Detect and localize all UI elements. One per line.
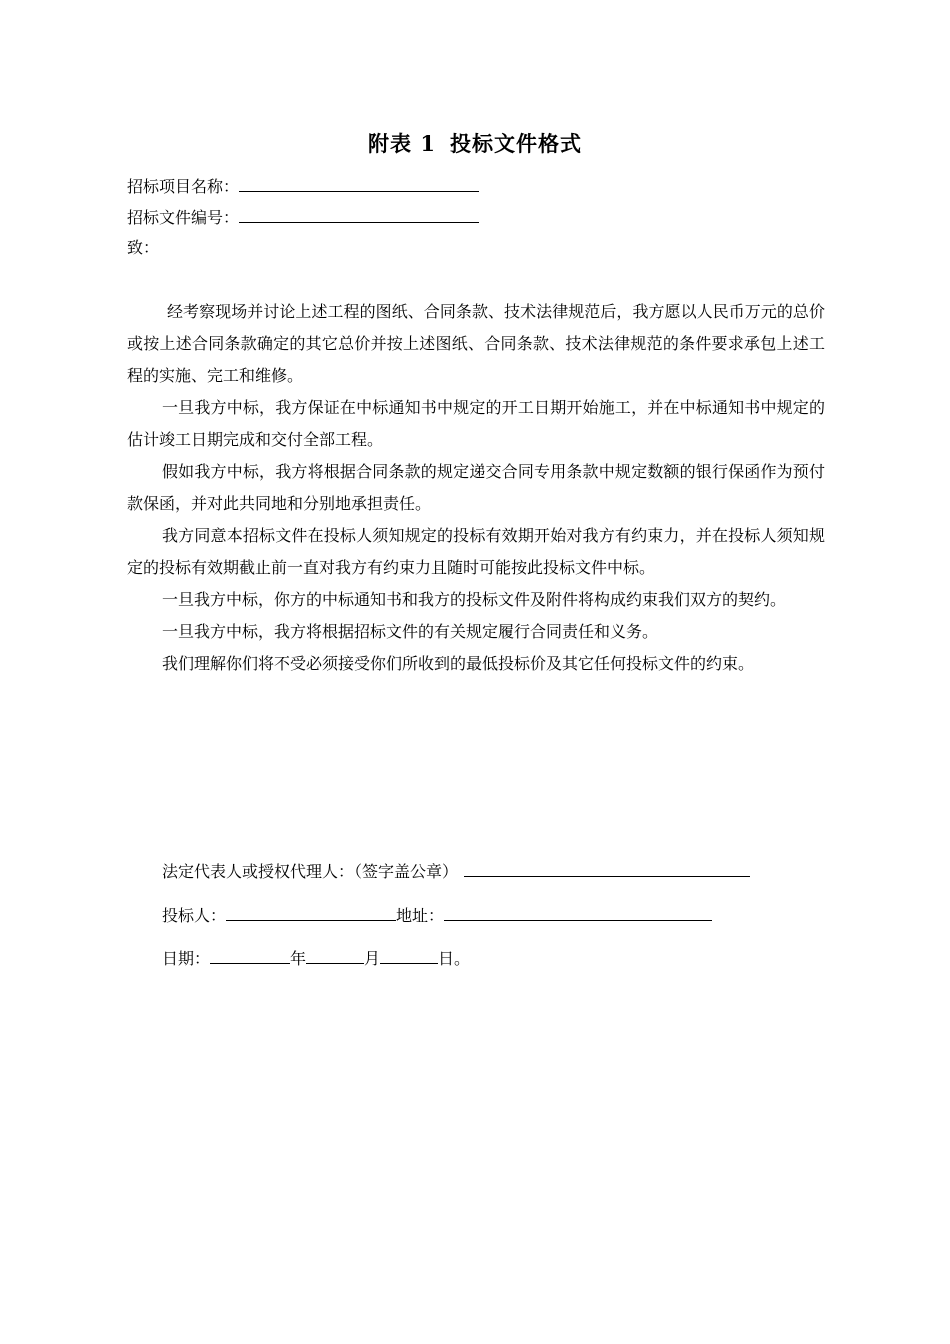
title-text: 投标文件格式 (449, 131, 582, 156)
date-label: 日期： (162, 949, 211, 968)
doc-number-label: 招标文件编号： (127, 208, 240, 227)
doc-number-row (127, 205, 479, 228)
paragraph: 我方同意本招标文件在投标人须知规定的投标有效期开始对我方有约束力，并在投标人须知规定的投标有效期截止前一直对我方有约束力且随时可能按此投标文件中标。 (127, 526, 825, 577)
representative-blank (464, 859, 750, 877)
bidder-label: 投标人： (162, 906, 227, 925)
date-row (162, 946, 470, 969)
title-number: 附表 1 (368, 131, 436, 156)
project-name-row (127, 174, 479, 197)
representative-label: 法定代表人或授权代理人：（签字盖公章） (162, 862, 459, 881)
representative-row (162, 859, 750, 882)
paragraph: 经考察现场并讨论上述工程的图纸、合同条款、技术法律规范后，我方愿以人民币万元的总价或按上述合同条款确定的其它总价并按上述图纸、合同条款、技术法律规范的条件要求承包上述工程的实施、完工和维修。 (127, 302, 825, 385)
paragraph: 假如我方中标，我方将根据合同条款的规定递交合同专用条款中规定数额的银行保函作为预付款保函，并对此共同地和分别地承担责任。 (127, 462, 825, 513)
address-label: 地址： (396, 906, 445, 925)
addressee-row (127, 238, 159, 258)
paragraph: 我们理解你们将不受必须接受你们所收到的最低投标价及其它任何投标文件的约束。 (162, 654, 755, 673)
document-title (0, 128, 950, 158)
year-label: 年 (290, 949, 307, 968)
month-blank (306, 946, 364, 964)
day-label: 日。 (438, 949, 471, 968)
bidder-row (162, 903, 712, 926)
day-blank (380, 946, 438, 964)
paragraph: 一旦我方中标，我方保证在中标通知书中规定的开工日期开始施工，并在中标通知书中规定的估计竣工日期完成和交付全部工程。 (127, 398, 825, 449)
bidder-blank (226, 903, 396, 921)
paragraph: 一旦我方中标，我方将根据招标文件的有关规定履行合同责任和义务。 (162, 622, 659, 641)
month-label: 月 (364, 949, 381, 968)
year-blank (210, 946, 290, 964)
doc-number-blank (239, 205, 479, 223)
project-name-blank (239, 174, 479, 192)
address-blank (444, 903, 712, 921)
project-name-label: 招标项目名称： (127, 177, 240, 196)
body-text (127, 296, 825, 680)
addressee-label: 致： (127, 238, 160, 257)
paragraph: 一旦我方中标，你方的中标通知书和我方的投标文件及附件将构成约束我们双方的契约。 (162, 590, 787, 609)
